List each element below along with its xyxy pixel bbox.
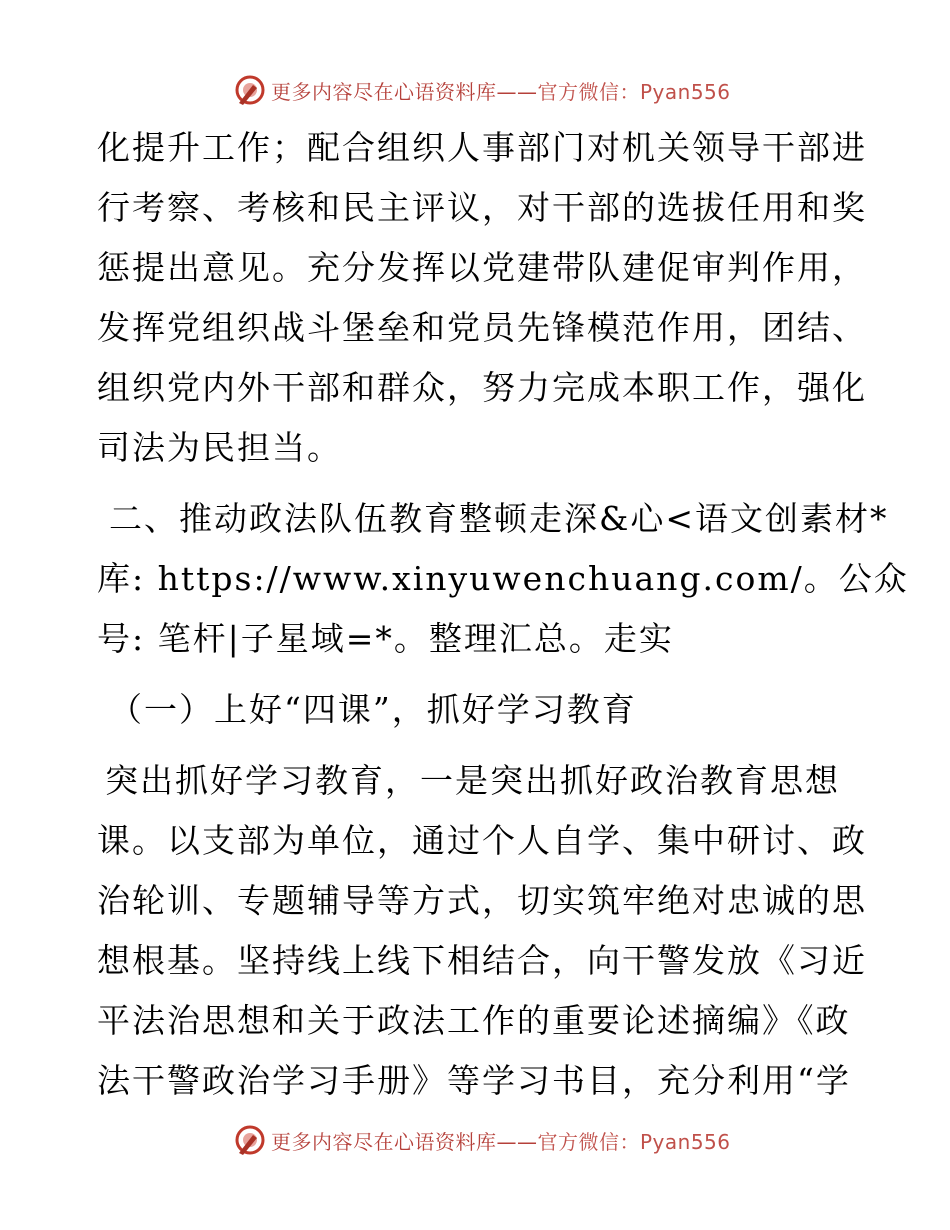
text-line: 行考察、考核和民主评议，对干部的选拔任用和奖: [97, 188, 867, 227]
text-line: 惩提出意见。充分发挥以党建带队建促审判作用，: [97, 248, 867, 287]
text-line: 治轮训、专题辅导等方式，切实筑牢绝对忠诚的思: [97, 881, 867, 920]
header-banner: [233, 70, 731, 110]
pen-logo-icon: [233, 73, 267, 107]
text-line: 突出抓好学习教育，一是突出抓好政治教育思想: [105, 761, 840, 800]
pen-logo-icon: [233, 1123, 267, 1157]
banner-text: 更多内容尽在心语资料库——官方微信：Pyan556: [271, 1129, 731, 1154]
section-heading-2: [97, 489, 909, 669]
heading-line: 库: https://www.xinyuwenchuang.com/。公众: [97, 559, 909, 598]
banner-text: 更多内容尽在心语资料库——官方微信：Pyan556: [271, 79, 731, 104]
text-line: 平法治思想和关于政法工作的重要论述摘编》《政: [97, 1001, 851, 1040]
heading-line: 号: 笔杆|子星域=*。整理汇总。走实: [97, 619, 674, 658]
text-line: 想根基。坚持线上线下相结合，向干警发放《习近: [97, 941, 867, 980]
subheading: （一）上好“四课”，抓好学习教育: [109, 690, 637, 729]
text-line: 化提升工作；配合组织人事部门对机关领导干部进: [97, 128, 867, 167]
paragraph-2: [97, 751, 867, 1111]
footer-banner: [233, 1120, 731, 1160]
heading-line: 二、推动政法队伍教育整顿走深&心<语文创素材*: [109, 499, 889, 538]
text-line: 法干警政治学习手册》等学习书目，充分利用“学: [97, 1061, 851, 1100]
text-line: 组织党内外干部和群众，努力完成本职工作，强化: [97, 368, 867, 407]
paragraph-1: [97, 118, 867, 478]
text-line: 司法为民担当。: [97, 428, 342, 467]
text-line: 发挥党组织战斗堡垒和党员先锋模范作用，团结、: [97, 308, 867, 347]
text-line: 课。以支部为单位，通过个人自学、集中研讨、政: [97, 821, 867, 860]
document-body: [97, 118, 909, 1111]
